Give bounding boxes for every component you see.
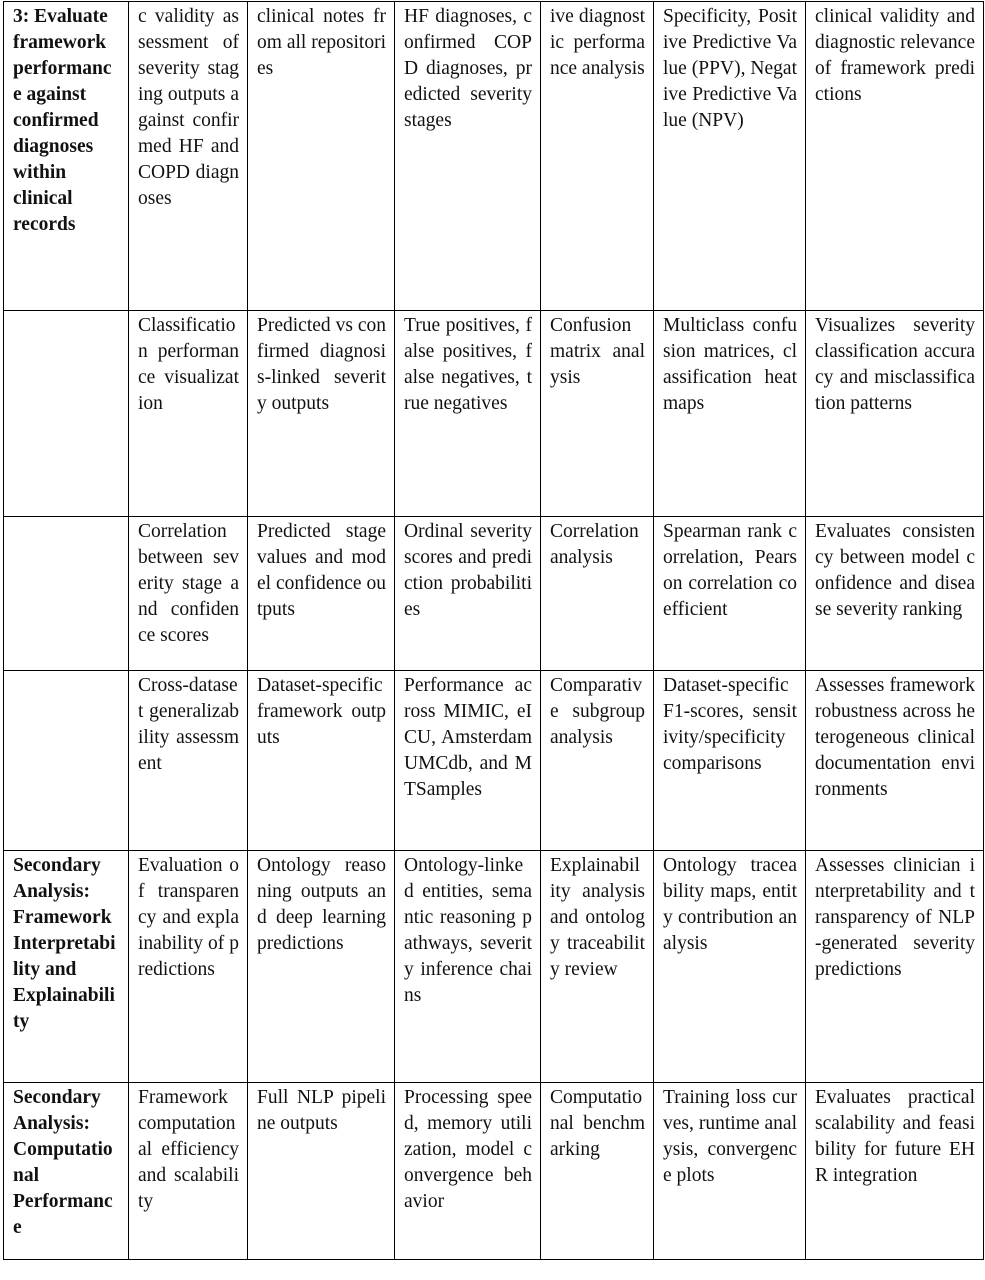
analysis-cell: Evaluation of transparency and explainability of predictions <box>129 851 248 1083</box>
analysis-cell: Classification performance visualization <box>129 311 248 517</box>
purpose-cell: Visualizes severity classification accuracy and misclassification patterns <box>806 311 984 517</box>
variables-cell: Performance across MIMIC, eICU, AmsterdamUMCdb, and MTSamples <box>395 671 541 851</box>
table-row <box>4 1083 984 1260</box>
method-cell: Explainability analysis and ontology traceability review <box>541 851 654 1083</box>
objective-cell: 3: Evaluate framework performance against confirmed diagnoses within clinical records <box>4 2 129 311</box>
inputs-cell: Full NLP pipeline outputs <box>248 1083 395 1260</box>
purpose-cell: Evaluates practical scalability and feasibility for future EHR integration <box>806 1083 984 1260</box>
analysis-cell: Cross-dataset generalizability assessment <box>129 671 248 851</box>
metrics-cell: Dataset-specific F1-scores, sensitivity/specificity comparisons <box>654 671 806 851</box>
analysis-cell: Framework computational efficiency and scalability <box>129 1083 248 1260</box>
table-row <box>4 311 984 517</box>
inputs-cell: Dataset-specific framework outputs <box>248 671 395 851</box>
objective-cell <box>4 311 129 517</box>
analysis-cell: c validity assessment of severity staging outputs against confirmed HF and COPD diagnoses <box>129 2 248 311</box>
objective-cell: Secondary Analysis: Computational Performance <box>4 1083 129 1260</box>
method-cell: Confusion matrix analysis <box>541 311 654 517</box>
purpose-cell: clinical validity and diagnostic relevance of framework predictions <box>806 2 984 311</box>
method-cell: Correlation analysis <box>541 517 654 671</box>
method-cell: Comparative subgroup analysis <box>541 671 654 851</box>
variables-cell: Processing speed, memory utilization, model convergence behavior <box>395 1083 541 1260</box>
purpose-cell: Evaluates consistency between model confidence and disease severity ranking <box>806 517 984 671</box>
variables-cell: True positives, false positives, false negatives, true negatives <box>395 311 541 517</box>
analysis-cell: Correlation between severity stage and confidence scores <box>129 517 248 671</box>
metrics-cell: Training loss curves, runtime analysis, convergence plots <box>654 1083 806 1260</box>
variables-cell: HF diagnoses, confirmed COPD diagnoses, predicted severity stages <box>395 2 541 311</box>
table-row <box>4 851 984 1083</box>
purpose-cell: Assesses framework robustness across heterogeneous clinical documentation environments <box>806 671 984 851</box>
method-cell: ive diagnostic performance analysis <box>541 2 654 311</box>
metrics-cell: Spearman rank correlation, Pearson correlation coefficient <box>654 517 806 671</box>
inputs-cell: Predicted vs confirmed diagnosis-linked severity outputs <box>248 311 395 517</box>
table-row <box>4 517 984 671</box>
metrics-cell: Ontology traceability maps, entity contribution analysis <box>654 851 806 1083</box>
variables-cell: Ontology-linked entities, semantic reasoning pathways, severity inference chains <box>395 851 541 1083</box>
method-cell: Computational benchmarking <box>541 1083 654 1260</box>
purpose-cell: Assesses clinician interpretability and transparency of NLP-generated severity predictions <box>806 851 984 1083</box>
objective-cell <box>4 671 129 851</box>
metrics-cell: Multiclass confusion matrices, classification heatmaps <box>654 311 806 517</box>
inputs-cell: clinical notes from all repositories <box>248 2 395 311</box>
variables-cell: Ordinal severity scores and prediction probabilities <box>395 517 541 671</box>
evaluation-framework-table <box>3 1 984 1260</box>
table-row <box>4 2 984 311</box>
metrics-cell: Specificity, Positive Predictive Value (PPV), Negative Predictive Value (NPV) <box>654 2 806 311</box>
objective-cell: Secondary Analysis: Framework Interpretability and Explainability <box>4 851 129 1083</box>
objective-cell <box>4 517 129 671</box>
inputs-cell: Predicted stage values and model confidence outputs <box>248 517 395 671</box>
inputs-cell: Ontology reasoning outputs and deep learning predictions <box>248 851 395 1083</box>
table-row <box>4 671 984 851</box>
